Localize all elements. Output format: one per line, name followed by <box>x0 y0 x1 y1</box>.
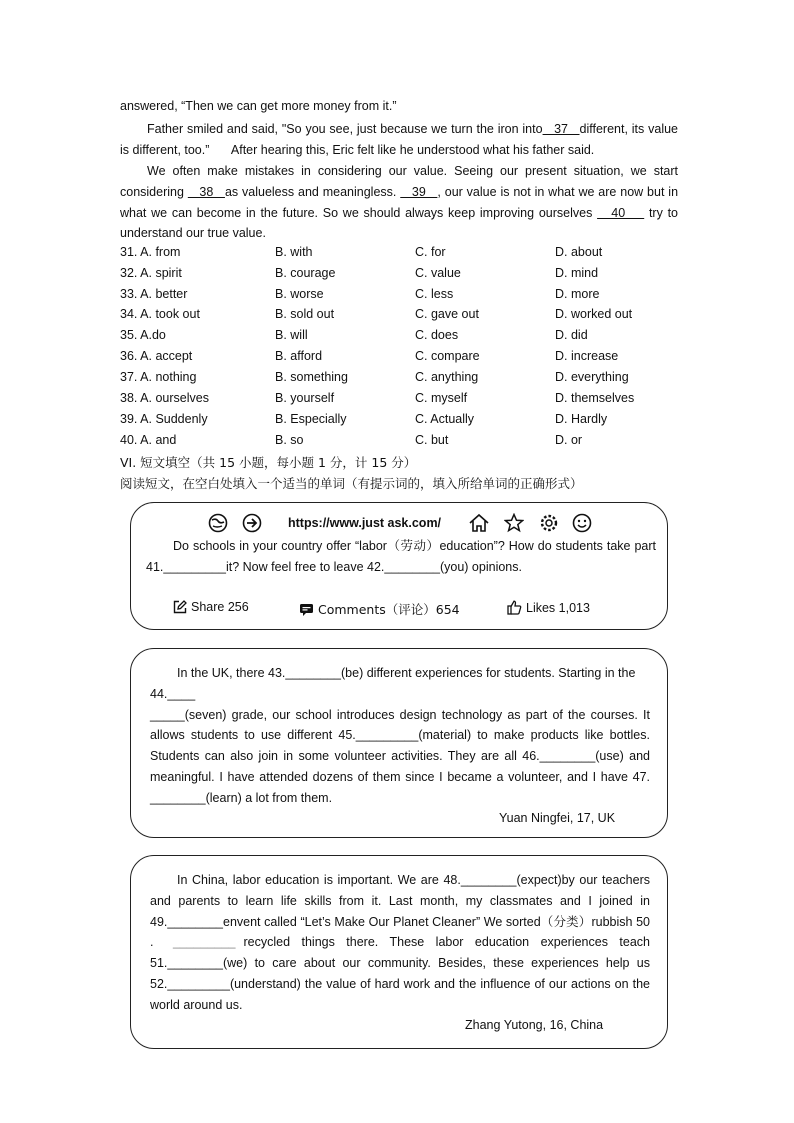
option-row <box>120 391 680 411</box>
share-count: Share 256 <box>191 600 249 614</box>
passage-paragraph-value <box>120 161 678 244</box>
passage-text: , our value is not in what we are now but in what we can become in the future. So we should always keep improving ourselves <box>120 184 679 220</box>
option-b: B. afford <box>275 349 323 363</box>
blank-39: 39 <box>400 184 438 199</box>
passage-text: After hearing this, Eric felt like he understood what his father said. <box>230 142 595 157</box>
china-post-text: In China, labor education is important. We are 48.________(expect)by our teachers and parents to learn life skills from it. Last month, my classmates and I joined in 49.________envent called “Let’s Make Our Planet Cleaner” We sorted（分类）rubbish 50 . <box>150 873 650 950</box>
option-d: D. everything <box>555 370 629 384</box>
option-a: 39. A. Suddenly <box>120 412 208 426</box>
option-b: B. something <box>275 370 348 384</box>
uk-post-signature: Yuan Ningfei, 17, UK <box>499 811 616 825</box>
passage-text: as valueless and meaningless. <box>224 184 401 199</box>
option-row <box>120 370 680 390</box>
option-c: C. compare <box>415 349 480 363</box>
section-title: VI. 短文填空（共 15 小题，每小题 1 分，计 15 分） <box>120 455 417 470</box>
option-d: D. themselves <box>555 391 635 405</box>
option-c: C. value <box>415 266 461 280</box>
option-a: 36. A. accept <box>120 349 193 363</box>
option-a: 33. A. better <box>120 287 188 301</box>
passage-text: We often make mistakes in considering our value. Seeing our present situation, we start considering <box>120 164 678 199</box>
option-a: 32. A. spirit <box>120 266 182 280</box>
likes-button[interactable] <box>507 600 590 615</box>
option-row <box>120 307 680 327</box>
option-d: D. more <box>555 287 600 301</box>
star-icon[interactable] <box>504 513 524 533</box>
passage-line-1: answered, “Then we can get more money from it.” <box>120 99 397 113</box>
option-b: B. with <box>275 245 313 259</box>
share-button[interactable] <box>173 600 249 614</box>
option-c: C. for <box>415 245 446 259</box>
comments-button[interactable] <box>299 600 460 618</box>
blank-40: 40 <box>597 205 645 220</box>
option-d: D. mind <box>555 266 599 280</box>
globe-icon[interactable] <box>208 513 228 533</box>
option-row <box>120 349 680 369</box>
smiley-icon[interactable] <box>572 513 592 533</box>
option-row <box>120 328 680 348</box>
comments-count: Comments（评论）654 <box>318 602 460 617</box>
option-c: C. does <box>415 328 459 342</box>
option-d: D. Hardly <box>555 412 608 426</box>
option-d: D. worked out <box>555 307 633 321</box>
blank-50: _________ <box>172 935 236 950</box>
thumbs-up-icon <box>507 600 522 615</box>
forum-question <box>146 536 656 578</box>
option-row <box>120 266 680 286</box>
uk-post <box>150 663 650 809</box>
option-c: C. but <box>415 433 449 447</box>
passage-paragraph-father <box>120 119 678 161</box>
option-row <box>120 433 680 453</box>
uk-post-body: _____(seven) grade, our school introduces design technology as part of the courses. It allows students to use different 45._________(material) to make products like bottles. Students can also join in some volunteer activities. They are all 46.________(use) and meaningful. I have attended dozens of them since I became a volunteer, and I have 47. ________(learn) a lot from them. <box>150 707 650 805</box>
option-row <box>120 412 680 432</box>
option-b: B. will <box>275 328 308 342</box>
china-post <box>150 870 650 1016</box>
option-b: B. Especially <box>275 412 347 426</box>
option-b: B. courage <box>275 266 336 280</box>
comment-icon <box>299 603 314 617</box>
option-a: 38. A. ourselves <box>120 391 209 405</box>
url-text[interactable]: https://www.just ask.com/ <box>288 516 442 530</box>
forum-question-text: Do schools in your country offer “labor（劳动）education”? How do students take part 41._________it? Now feel free to leave 42.________(you) opinions. <box>146 539 656 574</box>
option-d: D. did <box>555 328 588 342</box>
passage-text: try to understand our true value. <box>120 205 679 241</box>
passage-text: Father smiled and said, "So you see, just because we turn the iron into <box>147 122 543 136</box>
blank-37: 37 <box>542 122 580 136</box>
option-b: B. sold out <box>275 307 335 321</box>
section-instruction: 阅读短文，在空白处填入一个适当的单词（有提示词的，填入所给单词的正确形式） <box>120 476 583 491</box>
browser-toolbar <box>206 513 606 533</box>
option-a: 37. A. nothing <box>120 370 197 384</box>
option-c: C. myself <box>415 391 468 405</box>
option-row <box>120 287 680 307</box>
option-a: 35. A.do <box>120 328 166 342</box>
option-c: C. anything <box>415 370 479 384</box>
edit-share-icon <box>173 600 187 614</box>
china-post-signature: Zhang Yutong, 16, China <box>465 1018 604 1032</box>
option-b: B. so <box>275 433 304 447</box>
blank-38: 38 <box>187 184 225 199</box>
settings-icon[interactable] <box>539 513 559 533</box>
option-d: D. about <box>555 245 603 259</box>
option-a: 31. A. from <box>120 245 181 259</box>
passage-text: different, its value is different, too.” <box>120 122 678 157</box>
forward-arrow-icon[interactable] <box>242 513 262 533</box>
option-d: D. increase <box>555 349 619 363</box>
option-d: D. or <box>555 433 583 447</box>
option-c: C. Actually <box>415 412 475 426</box>
option-c: C. less <box>415 287 454 301</box>
option-c: C. gave out <box>415 307 479 321</box>
uk-post-line-1: In the UK, there 43.________(be) different experiences for students. Starting in the <box>177 666 636 680</box>
option-a: 40. A. and <box>120 433 177 447</box>
option-b: B. worse <box>275 287 324 301</box>
home-icon[interactable] <box>468 513 490 533</box>
option-b: B. yourself <box>275 391 335 405</box>
uk-post-line-2: 44.____ <box>150 686 196 701</box>
option-a: 34. A. took out <box>120 307 200 321</box>
china-post-text: recycled things there. These labor education experiences teach 51.________(we) to care about our community. Besides, these experiences help us 52._________(understand) the value of hard work and the influence of our actions on the world around us. <box>150 935 650 1012</box>
option-row <box>120 245 680 265</box>
likes-count: Likes 1,013 <box>526 601 590 615</box>
